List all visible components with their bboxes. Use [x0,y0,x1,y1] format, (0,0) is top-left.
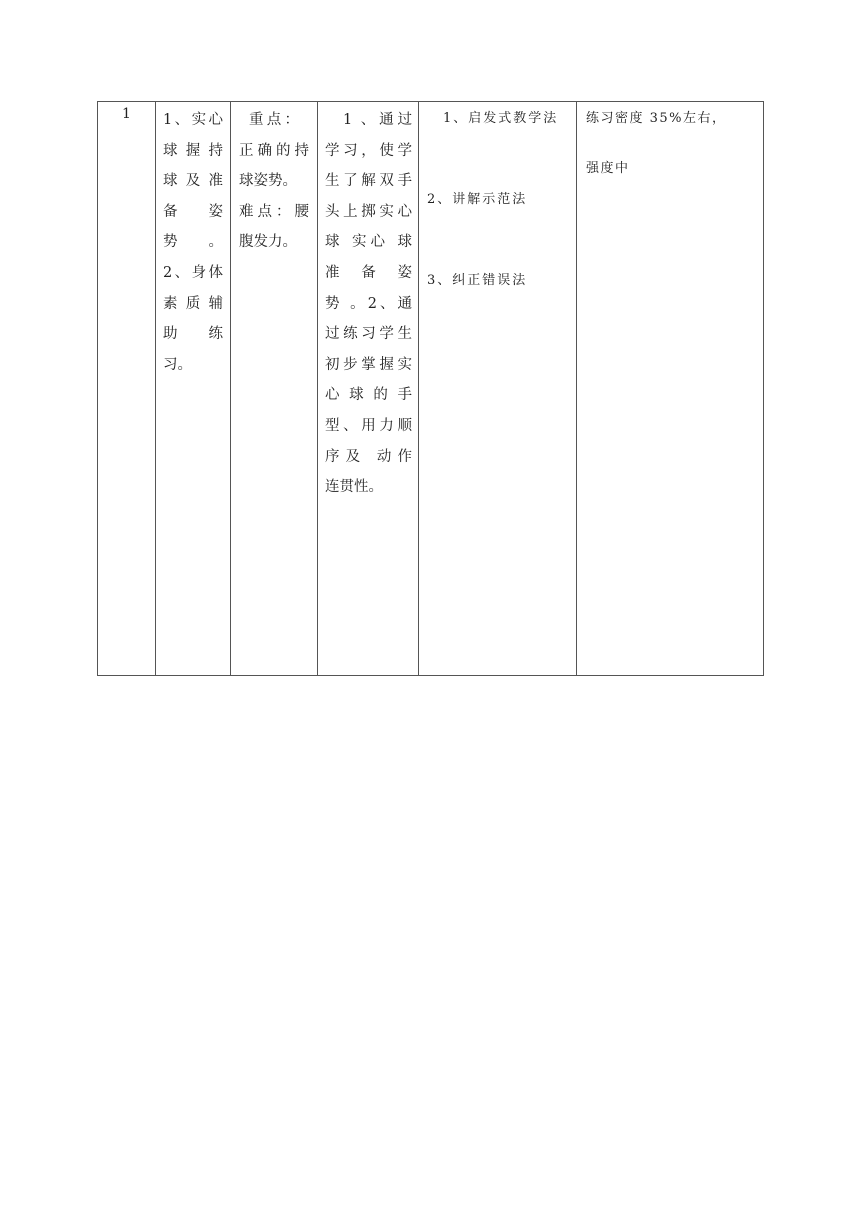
goal-line: 心 球 的 手 [325,387,412,404]
goal-line: 型、用力顺 [325,417,412,434]
goals-lines [318,102,418,503]
goal-line: 准 备 姿 [325,264,412,281]
lesson-table [97,101,764,676]
key-point-line: 正确的持 [239,142,309,159]
key-points-cell [231,102,318,676]
goal-line: 生了解双手 [325,173,412,190]
content-line: 备 姿 [163,203,223,220]
goal-line: 初步掌握实 [325,356,412,373]
key-points-lines [231,102,317,258]
goal-line: 球 实心 球 [325,234,412,251]
goal-line: 头上掷实心 [325,203,412,220]
goal-line: 过练习学生 [325,326,412,343]
load-intensity: 强度中 [586,161,630,176]
key-point-line: 腹发力。 [239,234,297,251]
row-number: 1 [98,102,156,676]
key-point-line: 重点： [249,112,299,128]
method-item: 2、讲解示范法 [427,192,528,207]
content-cell [156,102,231,676]
method-item: 3、纠正错误法 [427,273,528,288]
table-row [98,102,764,676]
goal-line: 1 、通过 [343,112,412,128]
content-line: 1、实心 [163,112,223,128]
content-line: 习。 [163,356,192,373]
content-line: 2、身体 [163,264,223,281]
content-line: 球及准 [163,173,223,190]
goal-line: 序及 动作 [325,448,412,465]
content-line: 助 练 [163,326,223,343]
content-line: 势 。 [163,234,223,251]
goal-line: 势 。2、通 [325,295,412,312]
goal-line: 连贯性。 [325,479,383,496]
method-item: 1、启发式教学法 [443,111,559,126]
methods-cell [419,102,577,676]
load-density: 练习密度 35%左右， [586,111,727,126]
content-lines [156,102,230,380]
content-line: 球握持 [163,142,223,159]
key-point-line: 难点：腰 [239,203,309,220]
content-line: 素质辅 [163,295,223,312]
load-cell [577,102,764,676]
goals-cell [318,102,419,676]
key-point-line: 球姿势。 [239,173,297,190]
goal-line: 学习，使学 [325,142,412,159]
